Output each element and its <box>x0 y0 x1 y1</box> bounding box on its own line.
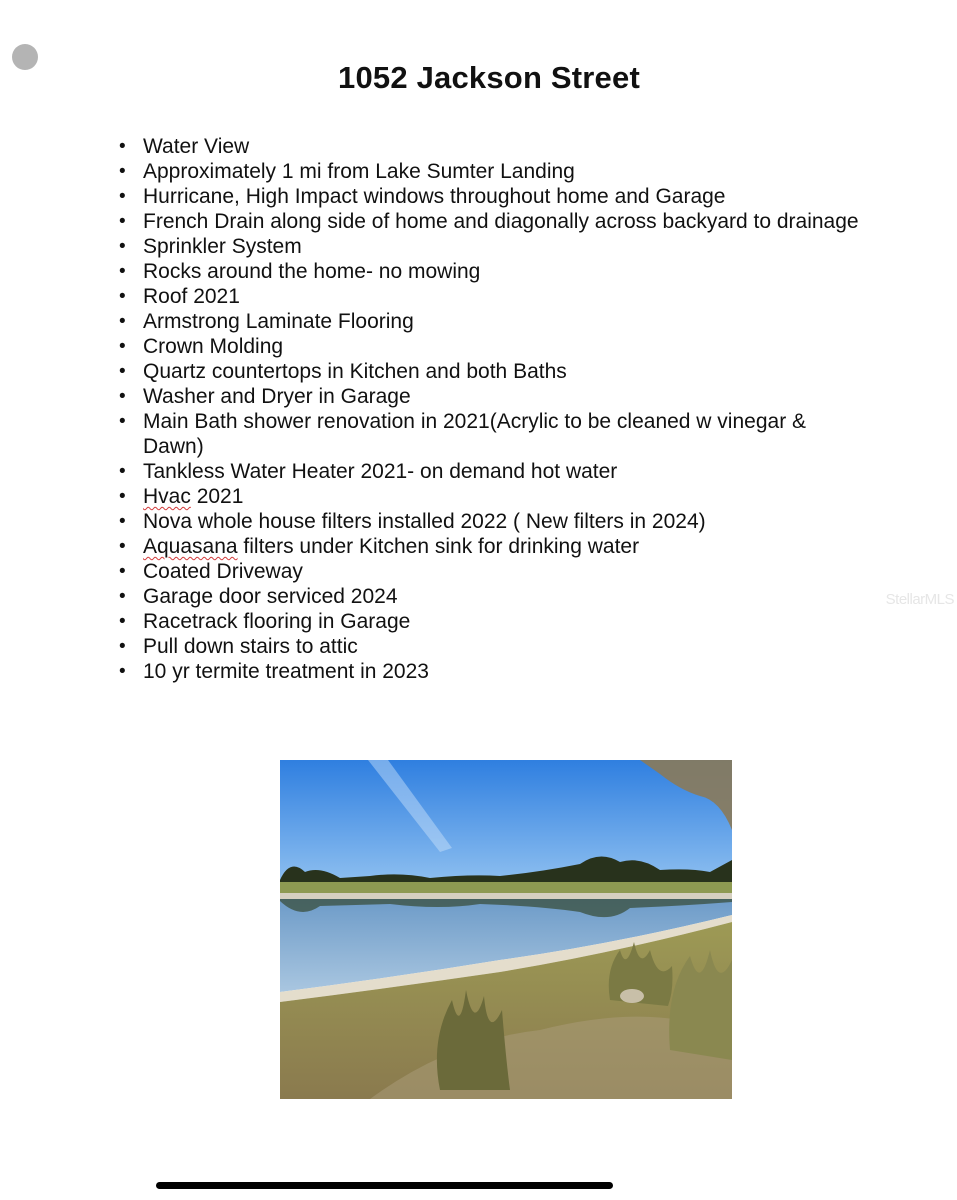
list-item: • Hurricane, High Impact windows throughout home and Garage <box>143 184 863 209</box>
list-item: • Water View <box>143 134 863 159</box>
list-item: • Tankless Water Heater 2021- on demand hot water <box>143 459 863 484</box>
watermark: StellarMLS <box>885 591 954 608</box>
misspelled-word[interactable]: Aquasana <box>143 535 238 558</box>
list-item: • Main Bath shower renovation in 2021(Acrylic to be cleaned w vinegar & Dawn) <box>143 409 863 459</box>
misspelled-word[interactable]: Hvac <box>143 485 191 508</box>
list-item: • 10 yr termite treatment in 2023 <box>143 659 863 684</box>
list-item: • Rocks around the home- no mowing <box>143 259 863 284</box>
list-item: • Nova whole house filters installed 2022 ( New filters in 2024) <box>143 509 863 534</box>
feature-list <box>143 134 863 684</box>
photo-rock <box>620 989 644 1003</box>
list-item: • Coated Driveway <box>143 559 863 584</box>
list-item: • Crown Molding <box>143 334 863 359</box>
lake-photo <box>280 760 732 1099</box>
list-item: • Armstrong Laminate Flooring <box>143 309 863 334</box>
list-item: • French Drain along side of home and diagonally across backyard to drainage <box>143 209 863 234</box>
photo-far-shore <box>280 882 732 894</box>
list-item: • Hvac 2021 <box>143 484 863 509</box>
list-item: • Washer and Dryer in Garage <box>143 384 863 409</box>
photo-sky <box>280 760 732 885</box>
list-item: • Garage door serviced 2024 <box>143 584 863 609</box>
home-indicator[interactable] <box>156 1182 613 1189</box>
list-item: • Sprinkler System <box>143 234 863 259</box>
photo-bank <box>280 893 732 899</box>
document-title: 1052 Jackson Street <box>338 60 640 95</box>
list-item: • Roof 2021 <box>143 284 863 309</box>
list-item: • Pull down stairs to attic <box>143 634 863 659</box>
list-item: • Racetrack flooring in Garage <box>143 609 863 634</box>
list-item: • Approximately 1 mi from Lake Sumter Landing <box>143 159 863 184</box>
list-item: • Aquasana filters under Kitchen sink for drinking water <box>143 534 863 559</box>
list-item: • Quartz countertops in Kitchen and both Baths <box>143 359 863 384</box>
